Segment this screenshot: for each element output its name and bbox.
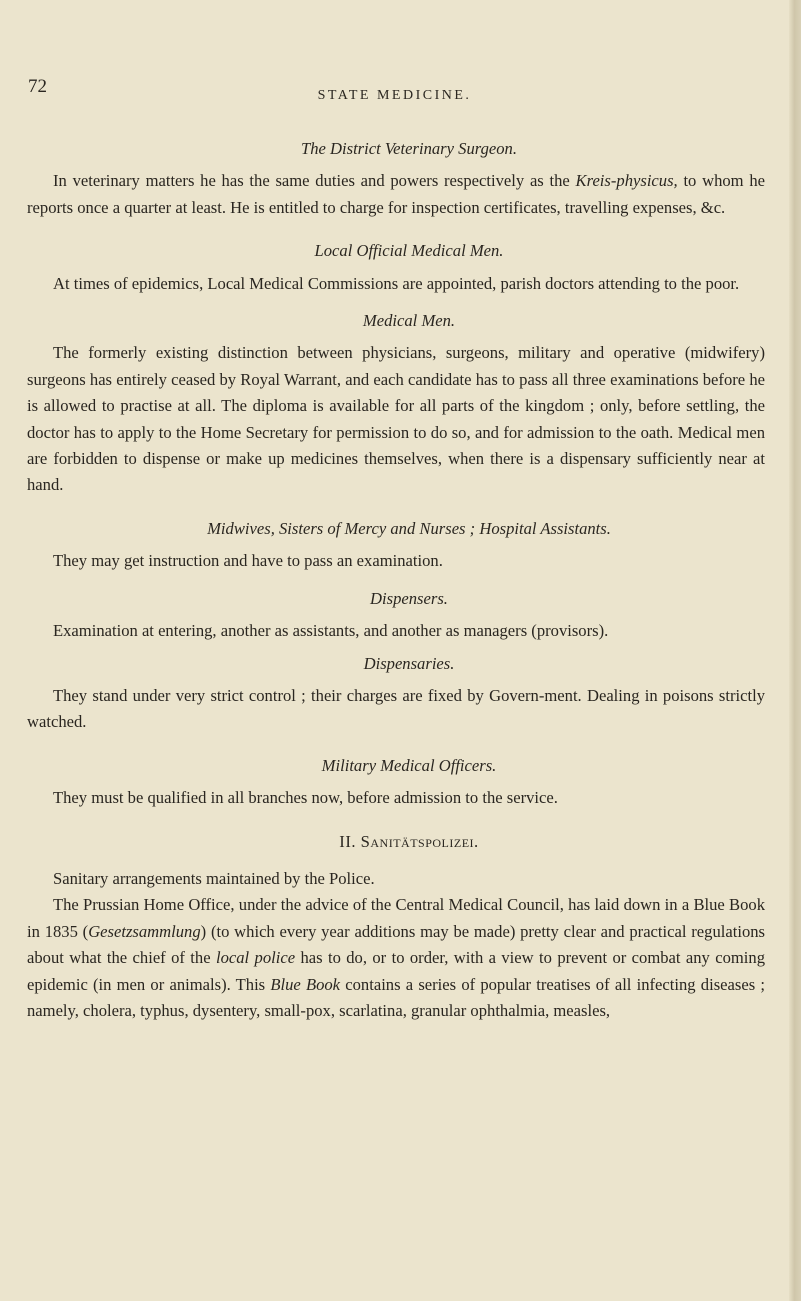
text-run: In veterinary matters he has the same duties and powers respectively as the bbox=[53, 171, 576, 191]
page-body bbox=[27, 136, 765, 1024]
paragraph-midwives: They may get instruction and have to pass an examination. bbox=[53, 551, 443, 571]
text-run: has to do, or to order, with a view to prevent or combat any coming epidemic (in men or animals). This bbox=[27, 948, 766, 994]
heading-military-medical-officers: Military Medical Officers. bbox=[321, 755, 497, 775]
paragraph-prussian-home-office bbox=[27, 892, 765, 1024]
term-local-police: local police bbox=[215, 948, 296, 968]
text-run: contains a series of popular treatises of all infecting diseases ; namely, cholera, typhus, dysentery, small-pox, scarlatina, granular ophthalmia, measles, bbox=[27, 974, 765, 1020]
paragraph-local-official: At times of epidemics, Local Medical Commissions are appointed, parish doctors attending to the poor. bbox=[53, 273, 740, 293]
paragraph-dispensers: Examination at entering, another as assistants, and another as managers (provisors). bbox=[53, 621, 609, 641]
section-numeral: II. bbox=[339, 831, 356, 851]
term-gesetzsammlung: Gesetzsammlung bbox=[88, 921, 201, 941]
paragraph-sanitary-arrangements: Sanitary arrangements maintained by the Police. bbox=[53, 868, 375, 888]
section-title: Sanitätspolizei. bbox=[360, 831, 479, 851]
heading-dispensaries: Dispensaries. bbox=[363, 653, 455, 673]
heading-district-veterinary-surgeon: The District Veterinary Surgeon. bbox=[300, 139, 517, 158]
paragraph-medical-men: The formerly existing distinction between physicians, surgeons, military and operative (midwifery) surgeons has entirely ceased by Royal Warrant, and each candidate has to pass all three examinations before he is allowed to practise at all. The diploma is available for all parts of the kingdom ; only, before settling, the doctor has to apply to the Home Secretary for permission to do so, and for admission to the oath. Medical men are forbidden to dispense or make up medicines themselves, when there is a dispensary sufficiently near at hand. bbox=[27, 343, 765, 495]
page-number: 72 bbox=[28, 76, 47, 97]
heading-dispensers: Dispensers. bbox=[370, 588, 448, 608]
heading-midwives: Midwives, Sisters of Mercy and Nurses ; Hospital Assistants. bbox=[207, 518, 611, 538]
running-head: STATE MEDICINE. bbox=[317, 88, 472, 103]
section-heading-sanitatspolizei bbox=[27, 829, 765, 855]
paragraph-military: They must be qualified in all branches now, before admission to the service. bbox=[53, 788, 558, 808]
term-blue-book: Blue Book bbox=[270, 974, 341, 994]
term-kreis-physicus: Kreis-physicus, bbox=[575, 171, 678, 191]
text-run: ) (to which every year additions may be made) pretty clear and practical regulations about what the chief of the bbox=[27, 921, 765, 968]
paragraph-dispensaries: They stand under very strict control ; their charges are fixed by Govern-ment. Dealing in poisons strictly watched. bbox=[27, 685, 765, 732]
text-run: to whom he reports once a quarter at least. He is entitled to charge for inspection certificates, travelling expenses, &c. bbox=[27, 171, 765, 217]
page-edge bbox=[789, 0, 801, 1301]
heading-medical-men: Medical Men. bbox=[362, 311, 456, 331]
text-run: The Prussian Home Office, under the advice of the Central Medical Council, has laid down in a Blue Book in 1835 ( bbox=[27, 895, 765, 941]
paragraph-veterinary bbox=[27, 168, 765, 221]
heading-local-official-medical-men: Local Official Medical Men. bbox=[314, 241, 504, 261]
